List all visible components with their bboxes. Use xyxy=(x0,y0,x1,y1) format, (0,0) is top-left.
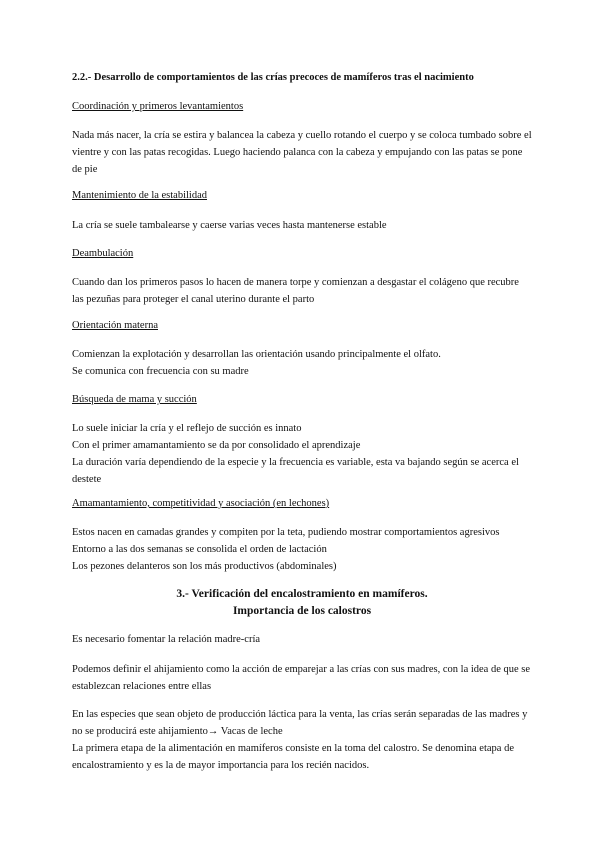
text-line: Entorno a las dos semanas se consolida el orden de lactación xyxy=(72,544,327,555)
paragraph-estabilidad xyxy=(72,217,532,234)
text-line: Se comunica con frecuencia con su madre xyxy=(72,366,249,377)
heading-busqueda: Búsqueda de mama y succión xyxy=(72,394,197,405)
text-line: Nada más nacer, la cría se estira y balancea la cabeza y cuello rotando el cuerpo y se coloca tumbado sobre el vientre y con las patas recogidas. Luego haciendo palanca con la cabeza y empujando con las patas se pone de pie xyxy=(72,130,532,175)
text-line: Estos nacen en camadas grandes y compiten por la teta, pudiendo mostrar comportamientos agresivos xyxy=(72,527,500,538)
section-3-title-line-2: Importancia de los calostros xyxy=(232,605,372,617)
heading-estabilidad: Mantenimiento de la estabilidad xyxy=(72,190,208,201)
section-3-title-line-1: 3.- Verificación del encalostramiento en mamíferos. xyxy=(176,588,428,600)
paragraph-ahijamiento xyxy=(72,661,532,695)
text-line: La duración varía dependiendo de la especie y la frecuencia es variable, esta va bajando según se acerca el destete xyxy=(72,457,519,485)
paragraph-orientacion xyxy=(72,346,532,380)
text-line: Los pezones delanteros son los más productivos (abdominales) xyxy=(72,561,337,572)
heading-orientacion: Orientación materna xyxy=(72,320,158,331)
paragraph-busqueda xyxy=(72,420,532,488)
text-line: Comienzan la explotación y desarrollan las orientación usando principalmente el olfato. xyxy=(72,349,441,360)
text-line: Es necesario fomentar la relación madre-cría xyxy=(72,634,261,645)
heading-amamantamiento: Amamantamiento, competitividad y asociación (en lechones) xyxy=(72,498,330,509)
paragraph-coordinacion xyxy=(72,127,532,178)
text-line: Lo suele iniciar la cría y el reflejo de succión es innato xyxy=(72,423,302,434)
text-line: La cría se suele tambalearse y caerse varias veces hasta mantenerse estable xyxy=(72,220,387,231)
heading-coordinacion: Coordinación y primeros levantamientos xyxy=(72,101,244,112)
text-line: Con el primer amamantamiento se da por consolidado el aprendizaje xyxy=(72,440,361,451)
text-line: Cuando dan los primeros pasos lo hacen de manera torpe y comienzan a desgastar el colágeno que recubre las pezuñas para proteger el canal uterino durante el parto xyxy=(72,277,519,305)
section-3-title xyxy=(72,586,532,620)
paragraph-relacion xyxy=(72,631,532,648)
paragraph-encalostramiento xyxy=(72,706,532,774)
paragraph-amamantamiento xyxy=(72,524,532,575)
heading-deambulacion: Deambulación xyxy=(72,248,134,259)
section-2-2-title: 2.2.- Desarrollo de comportamientos de las crías precoces de mamíferos tras el nacimiento xyxy=(72,72,474,83)
text-line: Podemos definir el ahijamiento como la acción de emparejar a las crías con sus madres, con la idea de que se establezcan relaciones entre ellas xyxy=(72,664,531,692)
text-line: La primera etapa de la alimentación en mamíferos consiste en la toma del calostro. Se denomina etapa de encalostramiento y es la de mayor importancia para los recién nacidos. xyxy=(72,743,514,771)
paragraph-deambulacion xyxy=(72,274,532,308)
text-line: En las especies que sean objeto de producción láctica para la venta, las crías serán separadas de las madres y no se producirá este ahijamiento→ Vacas de leche xyxy=(72,709,528,737)
